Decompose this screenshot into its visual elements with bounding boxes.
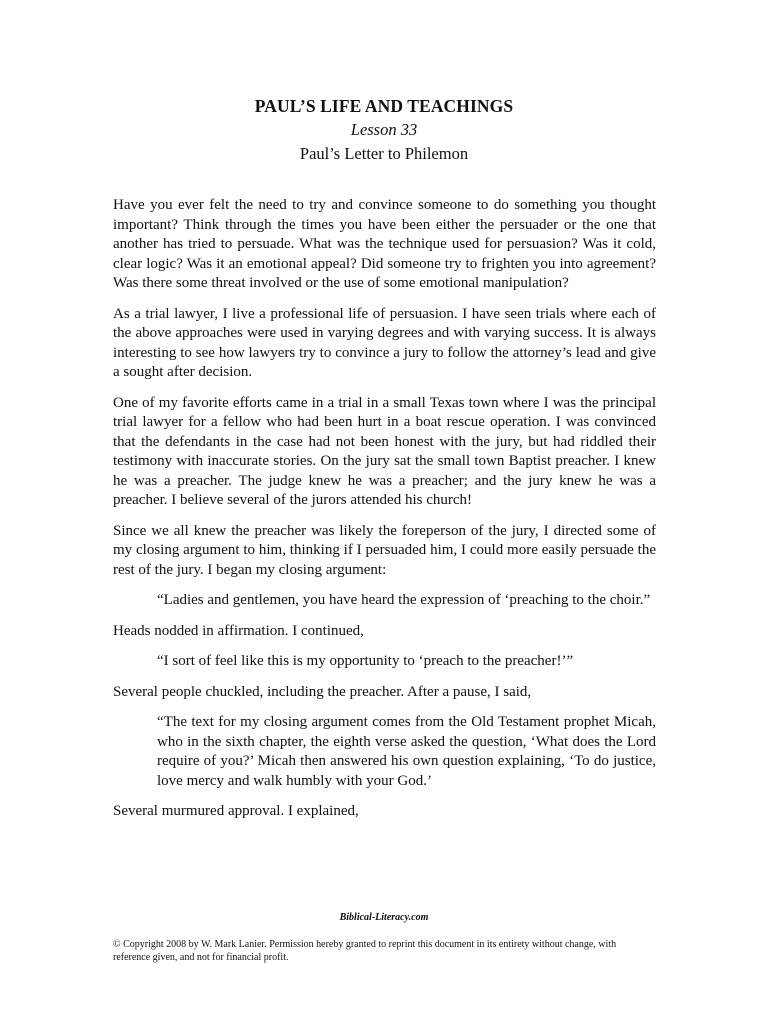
- body-paragraph: As a trial lawyer, I live a professional life of persuasion. I have seen trials where each of the above approaches were used in varying degrees and with varying success. It is always interesting to see how lawyers try to convince a jury to follow the attorney’s lead and give a sought after decision.: [113, 305, 656, 380]
- body-paragraph: Have you ever felt the need to try and convince someone to do something you thought important? Think through the times you have been either the persuader or the one that another has tried to persuade. What was the technique used for persuasion? Was it cold, clear logic? Was it an emotional appeal? Did someone try to frighten you into agreement? Was there some threat involved or the use of some emotional manipulation?: [113, 197, 656, 291]
- document-body: [113, 196, 656, 833]
- body-paragraph: Several people chuckled, including the preacher. After a pause, I said,: [113, 683, 532, 700]
- lesson-subtitle: Paul’s Letter to Philemon: [299, 144, 469, 163]
- page-title: PAUL’S LIFE AND TEACHINGS: [254, 96, 514, 116]
- body-paragraph: Since we all knew the preacher was likely the foreperson of the jury, I directed some of my closing argument to him, thinking if I persuaded him, I could more easily persuade the rest of the jury. I began my closing argument:: [113, 522, 656, 578]
- body-paragraph: Heads nodded in affirmation. I continued,: [113, 622, 364, 639]
- block-quote: “The text for my closing argument comes from the Old Testament prophet Micah, who in the sixth chapter, the eighth verse asked the question, ‘What does the Lord require of you?’ Micah then answered his own question explaining, ‘To do justice, love mercy and walk humbly with your God.’: [157, 714, 656, 789]
- document-header: [0, 94, 768, 166]
- lesson-number: Lesson 33: [350, 120, 418, 139]
- block-quote: “Ladies and gentlemen, you have heard the expression of ‘preaching to the choir.”: [157, 592, 651, 608]
- block-quote: “I sort of feel like this is my opportunity to ‘preach to the preacher!’”: [157, 653, 574, 669]
- body-paragraph: Several murmured approval. I explained,: [113, 803, 359, 819]
- body-paragraph: One of my favorite efforts came in a trial in a small Texas town where I was the principal trial lawyer for a fellow who had been hurt in a boat rescue operation. I was convinced that the defendants in the case had not been honest with the jury, but had riddled their testimony with inaccurate stories. On the jury sat the small town Baptist preacher. I knew he was a preacher. The judge knew he was a preacher; and the jury knew he was a preacher. I believe several of the jurors attended his church!: [113, 394, 656, 508]
- copyright-notice: © Copyright 2008 by W. Mark Lanier. Permission hereby granted to reprint this document in its entirety without change, with reference given, and not for financial profit.: [113, 939, 617, 963]
- footer-website: Biblical-Literacy.com: [339, 912, 429, 923]
